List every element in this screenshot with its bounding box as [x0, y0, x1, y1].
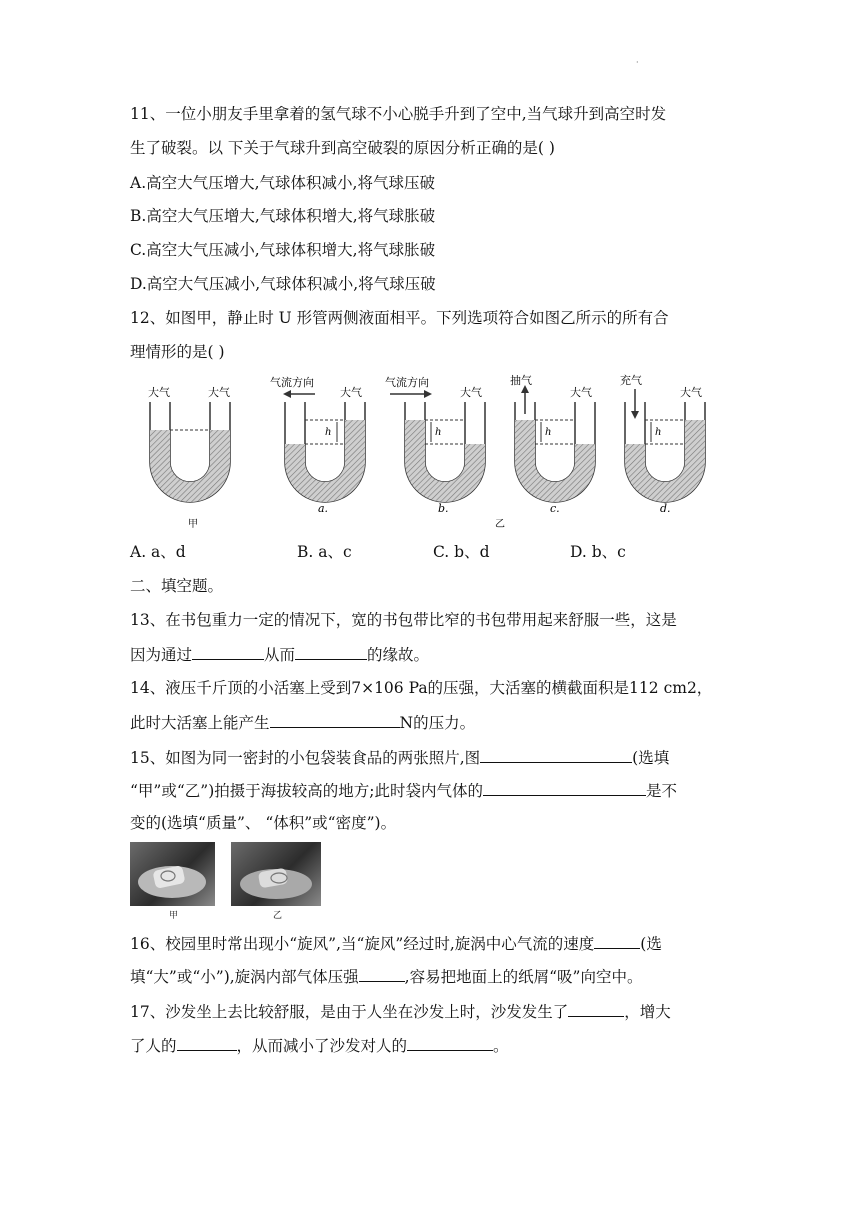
svg-text:h: h: [435, 427, 442, 438]
u-tube-a: [270, 375, 365, 515]
svg-text:h: h: [545, 427, 552, 438]
figure-label-c: c.: [550, 502, 560, 515]
figure-label-d: d.: [660, 502, 671, 515]
u-tube-b: [385, 375, 485, 515]
q17-line2: 了人的 ，从而减小了沙发对人的 。: [130, 1034, 509, 1056]
q15-line1: 15、如图为同一密封的小包袋装食品的两张照片,图 (选填: [130, 746, 669, 768]
svg-text:大气: 大气: [460, 386, 482, 399]
q12-option-d: D. b、c: [570, 543, 626, 561]
photo-yi: [231, 842, 321, 906]
q15-line3: 变的(选填“质量”、 “体积”或“密度”)。: [130, 814, 397, 832]
svg-text:气流方向: 气流方向: [385, 376, 429, 389]
u-tube-figure: [140, 372, 730, 537]
q12-option-b: B. a、c: [297, 543, 352, 561]
svg-text:h: h: [325, 427, 332, 438]
fill-label: 充气: [620, 374, 642, 387]
figure-label-b: b.: [438, 502, 449, 515]
answer-blank: [359, 965, 405, 982]
q16-line2: 填“大”或“小”),旋涡内部气体压强 ,容易把地面上的纸屑“吸”向空中。: [130, 965, 642, 987]
figure-label-yi: 乙: [495, 519, 505, 530]
q12-option-c: C. b、d: [433, 543, 490, 561]
atm-label: 大气: [208, 386, 230, 399]
q11-option-a: A.高空大气压增大,气球体积减小,将气球压破: [130, 174, 435, 192]
figure-label-a: a.: [318, 502, 329, 515]
answer-blank: [270, 711, 400, 728]
q11-line2: 生了破裂。以 下关于气球升到高空破裂的原因分析正确的是( ): [130, 139, 555, 157]
svg-text:h: h: [655, 427, 662, 438]
q12-line1: 12、如图甲，静止时 U 形管两侧液面相平。下列选项符合如图乙所示的所有合: [130, 309, 669, 327]
answer-blank: [177, 1034, 237, 1051]
answer-blank: [483, 779, 646, 796]
q11-option-b: B.高空大气压增大,气球体积增大,将气球胀破: [130, 207, 436, 225]
q12-line2: 理情形的是( ): [130, 343, 225, 361]
q15-line2: “甲”或“乙”)拍摄于海拔较高的地方;此时袋内气体的 是不: [130, 779, 677, 801]
flow-direction-label: 气流方向: [270, 376, 314, 389]
answer-blank: [407, 1034, 493, 1051]
u-tube-c: [495, 373, 595, 530]
answer-blank: [295, 643, 367, 660]
photo-caption-jia: 甲: [169, 911, 179, 921]
q13-line1: 13、在书包重力一定的情况下，宽的书包带比窄的书包带用起来舒服一些，这是: [130, 611, 677, 629]
q11-option-d: D.高空大气压减小,气球体积减小,将气球压破: [130, 275, 436, 293]
answer-blank: [594, 932, 640, 949]
answer-blank: [480, 746, 632, 763]
u-tube-d: [620, 373, 705, 515]
q11-option-c: C.高空大气压减小,气球体积增大,将气球胀破: [130, 241, 436, 259]
q17-line1: 17、沙发坐上去比较舒服，是由于人坐在沙发上时，沙发发生了 ，增大: [130, 1000, 671, 1022]
answer-blank: [568, 1000, 624, 1017]
q14-line1: 14、液压千斤顶的小活塞上受到7×106 Pa的压强，大活塞的横截面积是112 cm2，: [130, 679, 713, 697]
photo-jia: [130, 842, 215, 906]
photo-caption-yi: 乙: [273, 911, 283, 921]
section-heading: 二、填空题。: [130, 577, 224, 595]
svg-text:大气: 大气: [570, 386, 592, 399]
q14-line2: 此时大活塞上能产生 N的压力。: [130, 711, 475, 733]
q12-option-a: A. a、d: [130, 543, 186, 561]
figure-label-jia: 甲: [188, 519, 198, 530]
svg-text:大气: 大气: [340, 386, 362, 399]
q13-line2: 因为通过 从而 的缘故。: [130, 643, 429, 665]
u-tube-jia: [148, 385, 230, 530]
suck-label: 抽气: [510, 374, 532, 387]
corner-mark: ·: [636, 58, 639, 67]
svg-text:大气: 大气: [680, 386, 702, 399]
q11-line1: 11、一位小朋友手里拿着的氢气球不小心脱手升到了空中,当气球升到高空时发: [130, 105, 667, 123]
answer-blank: [192, 643, 264, 660]
atm-label: 大气: [148, 386, 170, 399]
q16-line1: 16、校园里时常出现小“旋风”,当“旋风”经过时,旋涡中心气流的速度 (选: [130, 932, 662, 954]
